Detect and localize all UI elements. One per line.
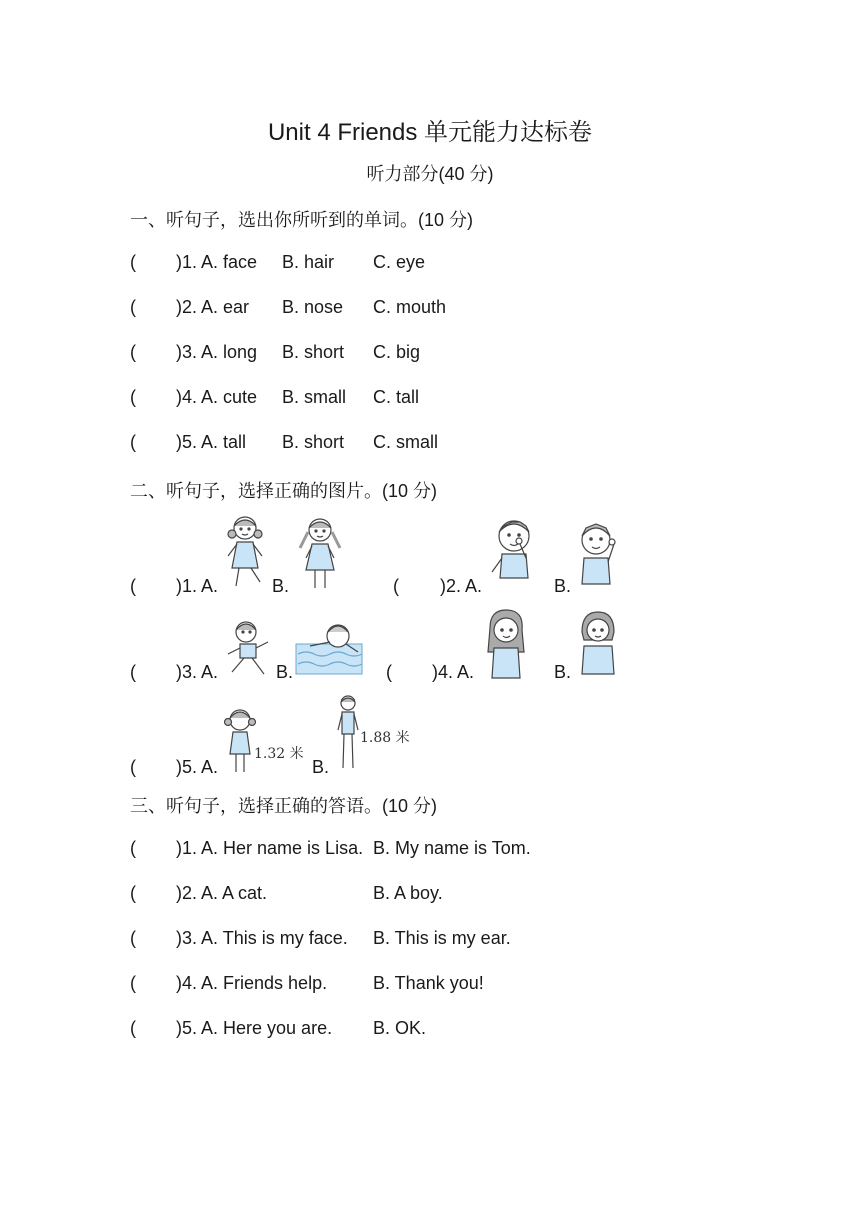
question-option-b: B. Thank you! bbox=[373, 973, 484, 993]
tall-boy-icon[interactable] bbox=[334, 694, 414, 774]
question-option-a: )3. A. bbox=[176, 662, 219, 682]
answer-blank[interactable]: ( bbox=[130, 342, 136, 362]
answer-blank[interactable]: ( bbox=[130, 432, 136, 452]
question-option-b: B. bbox=[272, 576, 290, 596]
question-option-a: )1. A. bbox=[176, 576, 219, 596]
question-option-b: B. small bbox=[282, 387, 347, 407]
girl-pigtails-icon[interactable] bbox=[296, 514, 344, 592]
question-option-b: B. A boy. bbox=[373, 883, 443, 903]
question-option-c: C. big bbox=[373, 342, 421, 362]
section-subtitle: 听力部分(40 分) bbox=[366, 164, 494, 184]
question-option-a: )1. A. face bbox=[176, 252, 258, 272]
question-option-b: B. hair bbox=[282, 252, 335, 272]
short-girl-icon[interactable] bbox=[220, 704, 310, 776]
answer-blank[interactable]: ( bbox=[130, 757, 136, 777]
answer-blank[interactable]: ( bbox=[130, 883, 136, 903]
question-option-a: )5. A. bbox=[176, 757, 219, 777]
answer-blank[interactable]: ( bbox=[386, 662, 392, 682]
answer-blank[interactable]: ( bbox=[393, 576, 399, 596]
question-option-a: )2. A. bbox=[440, 576, 483, 596]
question-option-b: B. nose bbox=[282, 297, 344, 317]
height-label: 1.88 米 bbox=[360, 730, 410, 746]
answer-blank[interactable]: ( bbox=[130, 928, 136, 948]
section-heading: 三、听句子，选择正确的答语。(10 分) bbox=[130, 796, 438, 816]
question-option-c: C. tall bbox=[373, 387, 420, 407]
section-heading: 二、听句子，选择正确的图片。(10 分) bbox=[130, 481, 438, 501]
question-option-b: B. My name is Tom. bbox=[373, 838, 531, 858]
question-option-c: C. mouth bbox=[373, 297, 447, 317]
question-option-b: B. This is my ear. bbox=[373, 928, 511, 948]
question-option-a: )2. A. ear bbox=[176, 297, 250, 317]
question-option-a: )4. A. cute bbox=[176, 387, 258, 407]
question-option-a: )4. A. Friends help. bbox=[176, 973, 328, 993]
question-option-c: C. eye bbox=[373, 252, 426, 272]
boy-swimming-icon[interactable] bbox=[294, 618, 364, 678]
section-heading: 一、听句子，选出你所听到的单词。(10 分) bbox=[130, 210, 474, 230]
boy-touching-ear-icon[interactable] bbox=[572, 518, 622, 592]
question-option-a: )3. A. long bbox=[176, 342, 258, 362]
height-label: 1.32 米 bbox=[254, 746, 304, 762]
answer-blank[interactable]: ( bbox=[130, 662, 136, 682]
girl-pigtails-icon[interactable] bbox=[222, 512, 268, 592]
answer-blank[interactable]: ( bbox=[130, 297, 136, 317]
question-option-b: B. bbox=[276, 662, 294, 682]
question-option-b: B. bbox=[312, 757, 330, 777]
answer-blank[interactable]: ( bbox=[130, 973, 136, 993]
question-option-b: B. bbox=[554, 576, 572, 596]
question-option-b: B. short bbox=[282, 432, 345, 452]
answer-blank[interactable]: ( bbox=[130, 576, 136, 596]
answer-blank[interactable]: ( bbox=[130, 252, 136, 272]
question-option-a: )4. A. bbox=[432, 662, 475, 682]
question-option-b: B. OK. bbox=[373, 1018, 427, 1038]
page-title: Unit 4 Friends 单元能力达标卷 bbox=[267, 119, 593, 146]
question-option-a: )5. A. tall bbox=[176, 432, 247, 452]
question-option-a: )3. A. This is my face. bbox=[176, 928, 348, 948]
question-option-a: )2. A. A cat. bbox=[176, 883, 268, 903]
boy-running-icon[interactable] bbox=[222, 618, 274, 680]
answer-blank[interactable]: ( bbox=[130, 387, 136, 407]
answer-blank[interactable]: ( bbox=[130, 1018, 136, 1038]
girl-short-hair-icon[interactable] bbox=[576, 608, 620, 680]
question-option-b: B. short bbox=[282, 342, 345, 362]
girl-long-hair-icon[interactable] bbox=[480, 608, 530, 680]
question-option-a: )1. A. Her name is Lisa. bbox=[176, 838, 364, 858]
answer-blank[interactable]: ( bbox=[130, 838, 136, 858]
boy-touching-nose-icon[interactable] bbox=[486, 514, 546, 590]
question-option-a: )5. A. Here you are. bbox=[176, 1018, 333, 1038]
question-option-c: C. small bbox=[373, 432, 439, 452]
question-option-b: B. bbox=[554, 662, 572, 682]
